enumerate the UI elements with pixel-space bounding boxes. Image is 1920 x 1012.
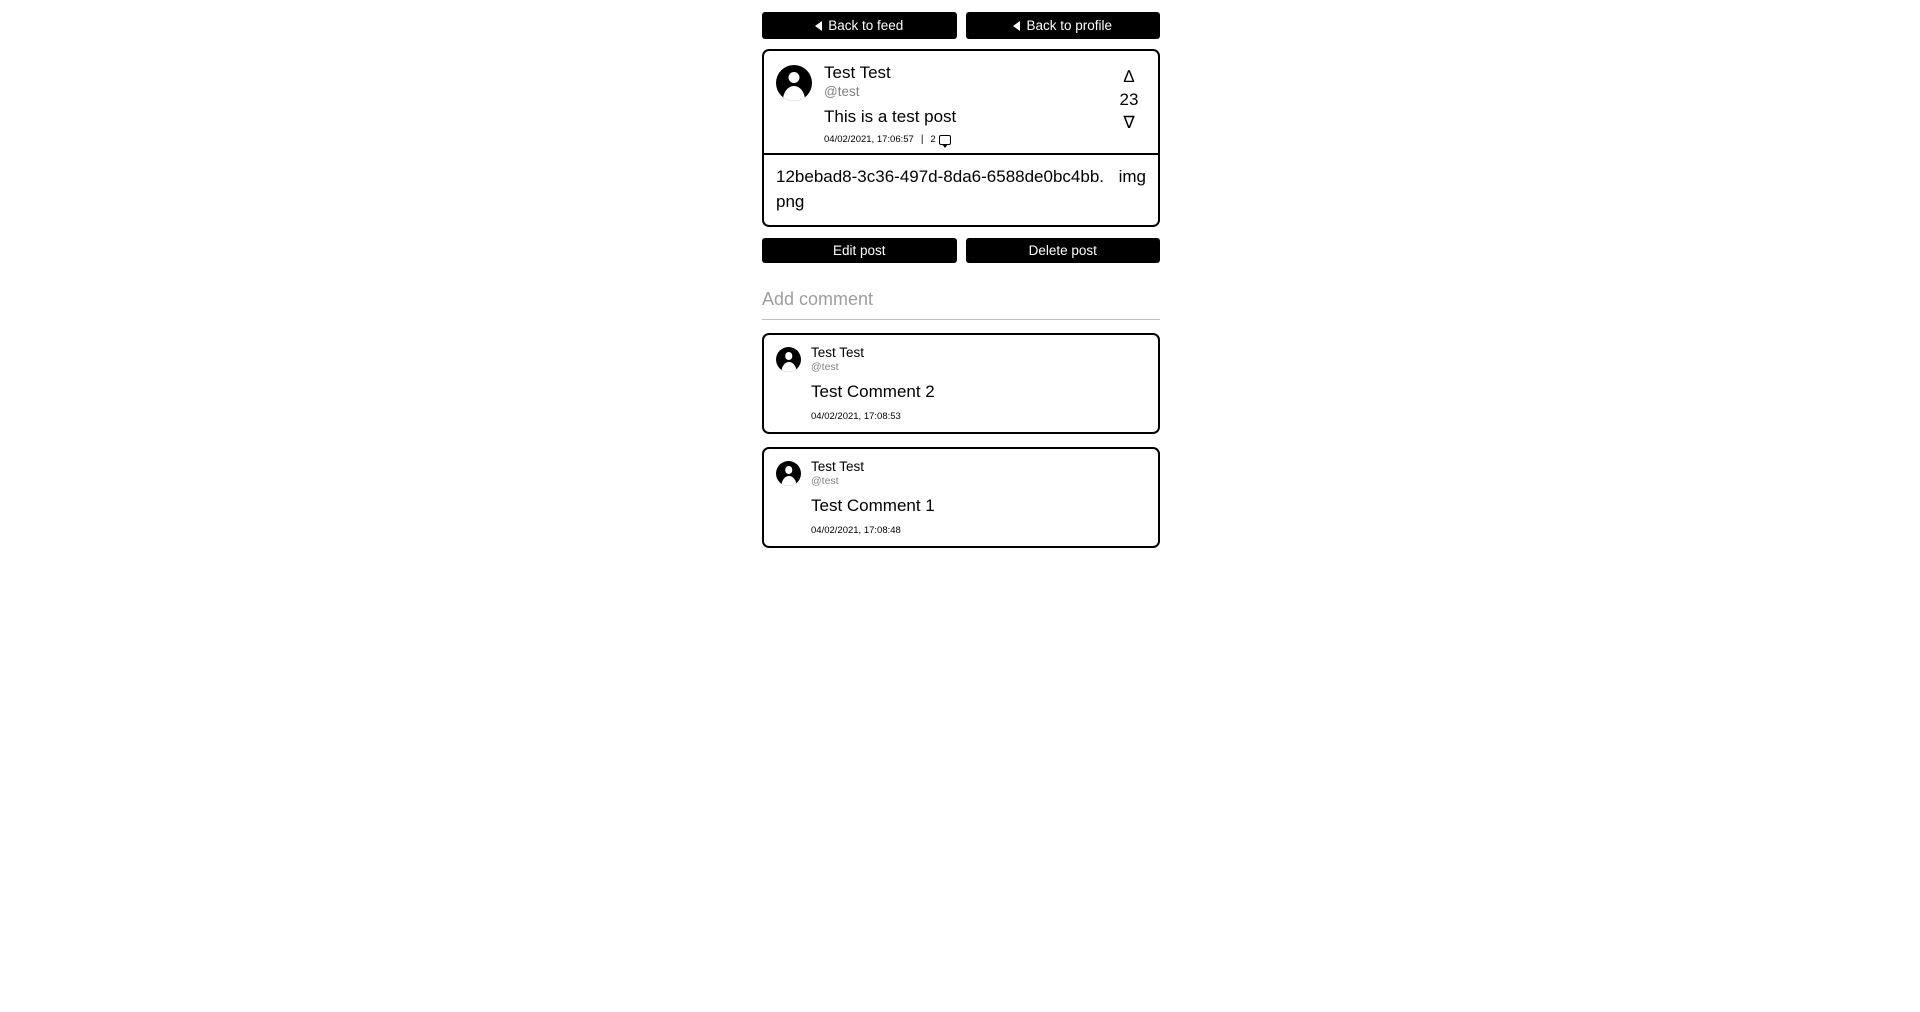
comment-author-name: Test Test — [811, 459, 865, 474]
comment-text: Test Comment 2 — [811, 382, 935, 401]
avatar — [776, 461, 801, 486]
comment-body — [811, 459, 1146, 536]
downvote-button[interactable]: ∇ — [1123, 113, 1135, 132]
post-attachment[interactable] — [764, 153, 1158, 225]
post-timestamp: 04/02/2021, 17:06:57 — [824, 134, 914, 145]
post-author-name: Test Test — [824, 63, 891, 82]
post-comment-count-value: 2 — [930, 134, 936, 145]
back-to-profile-label: Back to profile — [1026, 18, 1113, 33]
post-author-handle: @test — [824, 84, 860, 99]
post-actions-row — [762, 238, 1160, 263]
meta-separator: | — [920, 134, 924, 145]
attachment-type-label: img — [1118, 167, 1146, 186]
back-to-profile-button[interactable] — [966, 12, 1161, 39]
comment-timestamp: 04/02/2021, 17:08:48 — [811, 525, 901, 536]
post-meta — [824, 134, 1112, 145]
attachment-filename: 12bebad8-3c36-497d-8da6-6588de0bc4bb.png — [776, 167, 1105, 211]
delete-post-button[interactable]: Delete post — [966, 238, 1161, 263]
avatar — [776, 65, 812, 101]
comment-timestamp: 04/02/2021, 17:08:53 — [811, 411, 901, 422]
back-to-feed-label: Back to feed — [828, 18, 904, 33]
post-card — [762, 49, 1160, 227]
back-arrow-icon — [1013, 21, 1020, 31]
post-body — [824, 63, 1112, 145]
edit-post-button[interactable]: Edit post — [762, 238, 957, 263]
vote-score: 23 — [1119, 90, 1139, 109]
add-comment-input[interactable] — [762, 277, 1160, 320]
upvote-button[interactable]: ∆ — [1123, 67, 1135, 86]
post-text: This is a test post — [824, 107, 957, 126]
post-main — [764, 51, 1158, 153]
comment-author-handle: @test — [811, 361, 839, 373]
comment-author-name: Test Test — [811, 345, 865, 360]
navigation-row — [762, 12, 1160, 39]
comment-text: Test Comment 1 — [811, 496, 935, 515]
avatar — [776, 347, 801, 372]
back-arrow-icon — [815, 21, 822, 31]
post-detail-column — [762, 12, 1160, 548]
vote-column — [1112, 63, 1146, 145]
back-to-feed-button[interactable] — [762, 12, 957, 39]
post-comment-count — [930, 134, 950, 145]
comment-bubble-icon — [939, 135, 951, 145]
comment-item — [762, 333, 1160, 434]
comment-item — [762, 447, 1160, 548]
comment-body — [811, 345, 1146, 422]
comment-author-handle: @test — [811, 475, 839, 487]
